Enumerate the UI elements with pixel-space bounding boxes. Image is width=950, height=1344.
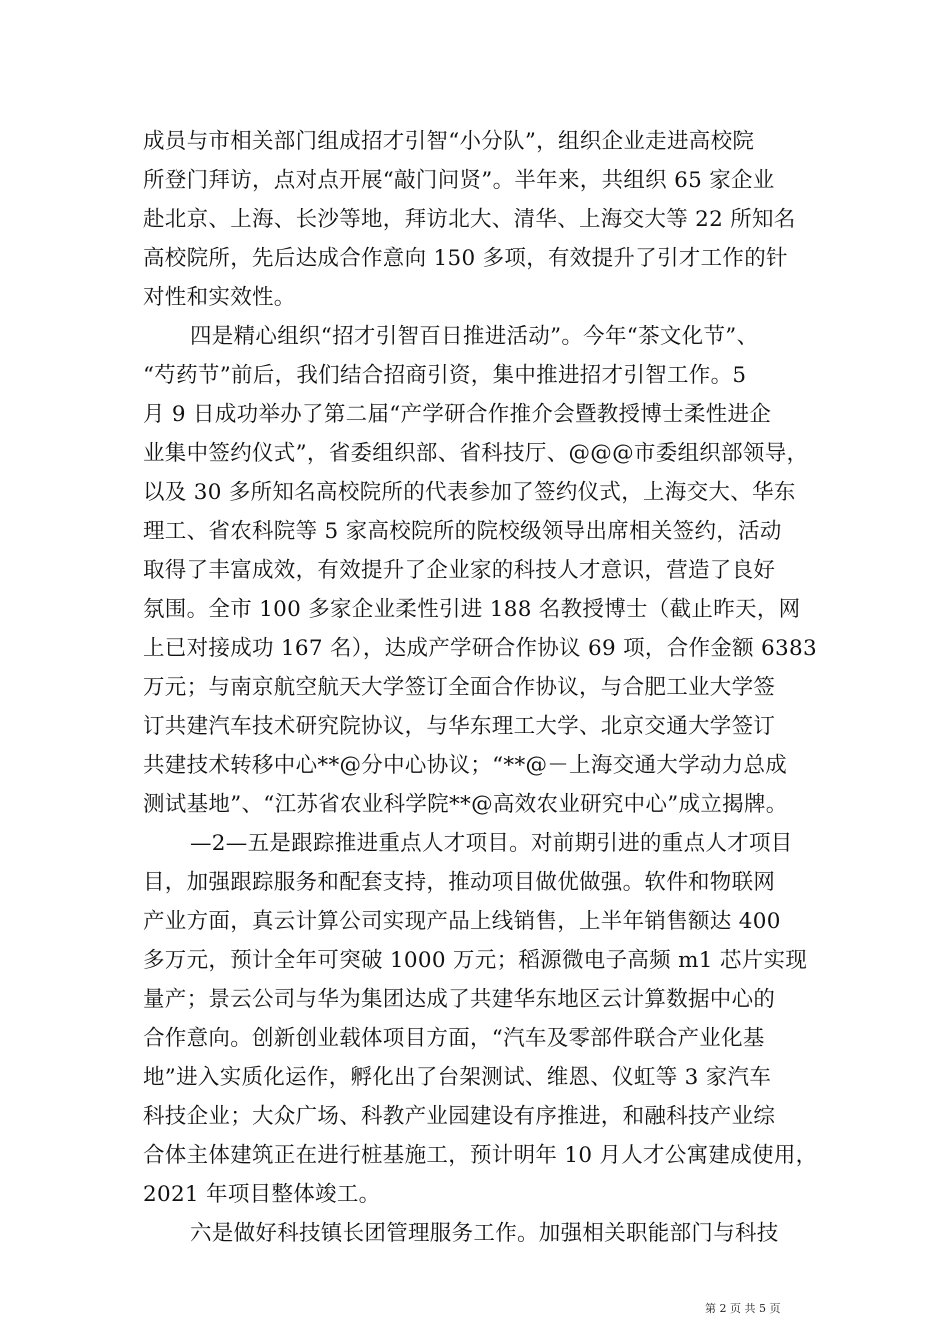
text-line: 地”进入实质化运作，孵化出了台架测试、维恩、仪虹等 3 家汽车	[143, 1065, 772, 1090]
page-number: 第 2 页 共 5 页	[705, 1302, 781, 1315]
paragraph-start-line: 六是做好科技镇长团管理服务工作。加强相关职能部门与科技	[190, 1221, 779, 1246]
text-line: 理工、省农科院等 5 家高校院所的院校级领导出席相关签约，活动	[143, 519, 782, 544]
text-line: 共建技术转移中心**@分中心协议；“**@－上海交通大学动力总成	[143, 753, 788, 778]
text-line: 氛围。全市 100 多家企业柔性引进 188 名教授博士（截止昨天，网	[143, 597, 801, 622]
text-line: 上已对接成功 167 名），达成产学研合作协议 69 项，合作金额 6383	[143, 636, 817, 661]
text-line: 产业方面，真云计算公司实现产品上线销售，上半年销售额达 400	[143, 909, 781, 934]
text-line: “芍药节”前后，我们结合招商引资，集中推进招才引智工作。5	[143, 363, 747, 388]
text-line: 测试基地”、“江苏省农业科学院**@高效农业研究中心”成立揭牌。	[143, 792, 788, 817]
text-line: 月 9 日成功举办了第二届“产学研合作推介会暨教授博士柔性进企	[143, 402, 772, 427]
text-line: 科技企业；大众广场、科教产业园建设有序推进，和融科技产业综	[143, 1104, 776, 1129]
text-line: 合作意向。创新创业载体项目方面，“汽车及零部件联合产业化基	[143, 1026, 765, 1051]
text-line: 2021 年项目整体竣工。	[143, 1182, 381, 1207]
text-line: 赴北京、上海、长沙等地，拜访北大、清华、上海交大等 22 所知名	[143, 207, 796, 232]
text-line: 成员与市相关部门组成招才引智“小分队”，组织企业走进高校院	[143, 129, 755, 154]
text-line: 取得了丰富成效，有效提升了企业家的科技人才意识，营造了良好	[143, 558, 776, 583]
text-line: 订共建汽车技术研究院协议，与华东理工大学、北京交通大学签订	[143, 714, 776, 739]
text-line: 业集中签约仪式”，省委组织部、省科技厅、@@@市委组织部领导，	[143, 441, 809, 466]
text-line: 量产；景云公司与华为集团达成了共建华东地区云计算数据中心的	[143, 987, 776, 1012]
text-line: 多万元，预计全年可突破 1000 万元；稻源微电子高频 m1 芯片实现	[143, 948, 808, 973]
text-line: 所登门拜访，点对点开展“敲门问贤”。半年来，共组织 65 家企业	[143, 168, 775, 193]
text-line: 对性和实效性。	[143, 285, 296, 310]
text-line: 目，加强跟踪服务和配套支持，推动项目做优做强。软件和物联网	[143, 870, 776, 895]
paragraph-start-line: —2—五是跟踪推进重点人才项目。对前期引进的重点人才项目	[190, 831, 793, 856]
paragraph-start-line: 四是精心组织“招才引智百日推进活动”。今年“茶文化节”、	[190, 324, 759, 349]
text-line: 以及 30 多所知名高校院所的代表参加了签约仪式，上海交大、华东	[143, 480, 796, 505]
text-line: 高校院所，先后达成合作意向 150 多项，有效提升了引才工作的针	[143, 246, 788, 271]
text-line: 万元；与南京航空航天大学签订全面合作协议，与合肥工业大学签	[143, 675, 776, 700]
text-line: 合体主体建筑正在进行桩基施工，预计明年 10 月人才公寓建成使用，	[143, 1143, 818, 1168]
